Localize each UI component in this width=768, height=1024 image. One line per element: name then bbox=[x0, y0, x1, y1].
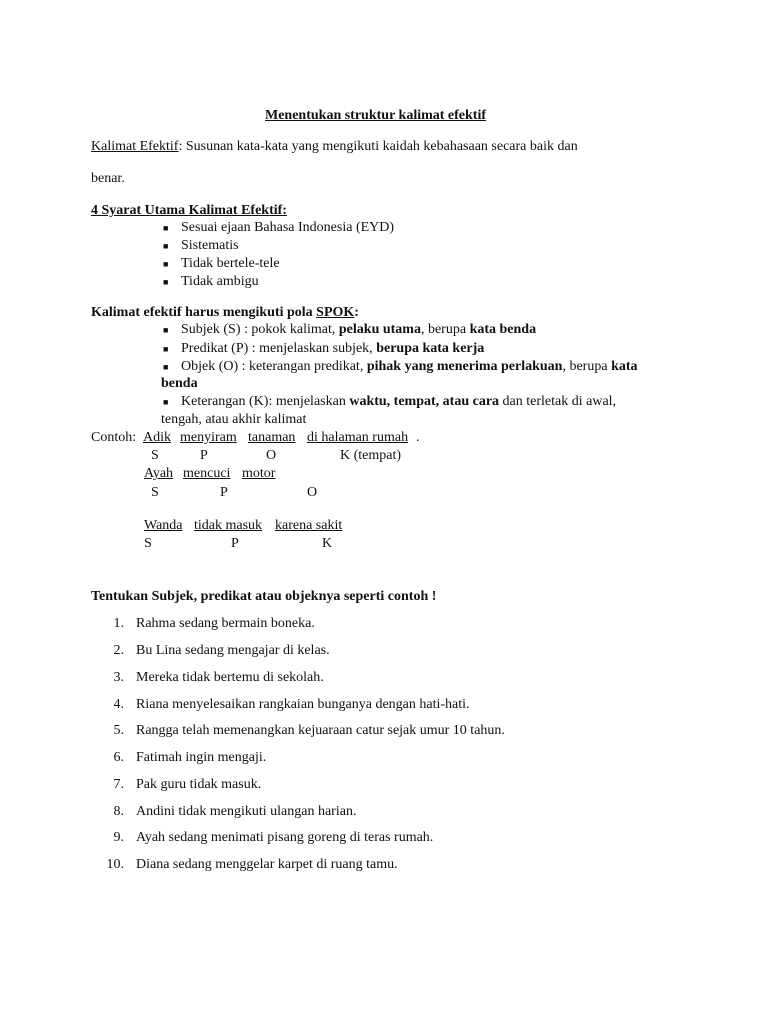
word-predicate: menyiram bbox=[180, 430, 237, 445]
page-title: Menentukan struktur kalimat efektif bbox=[265, 108, 487, 123]
list-item: Bu Lina sedang mengajar di kelas. bbox=[136, 643, 330, 658]
role-subject: S bbox=[151, 448, 159, 463]
item-bold: kata bbox=[611, 359, 638, 374]
bullet-icon: ■ bbox=[163, 241, 169, 251]
definition-text: : Susunan kata-kata yang mengikuti kaidah kebahasaan secara baik dan bbox=[178, 139, 578, 154]
word-adverb: di halaman rumah bbox=[307, 430, 409, 445]
item-number: 7. bbox=[113, 777, 124, 792]
item-bold: pelaku utama bbox=[338, 322, 421, 337]
item-text: Predikat (P) : menjelaskan subjek, bbox=[181, 341, 377, 356]
definition-term: Kalimat Efektif bbox=[91, 139, 179, 154]
item-number: 2. bbox=[113, 643, 124, 658]
list-item: Diana sedang menggelar karpet di ruang tamu. bbox=[136, 857, 398, 872]
item-bold: berupa kata kerja bbox=[376, 341, 485, 356]
item-number: 6. bbox=[113, 750, 124, 765]
word-subject: Wanda bbox=[144, 518, 183, 533]
exercise-heading: Tentukan Subjek, predikat atau objeknya seperti contoh ! bbox=[91, 589, 437, 604]
word-predicate: mencuci bbox=[183, 466, 231, 481]
list-item: Tidak bertele-tele bbox=[181, 256, 280, 271]
item-text: Subjek (S) : pokok kalimat, bbox=[181, 322, 339, 337]
definition-line-1 bbox=[91, 138, 578, 156]
bullet-icon: ■ bbox=[163, 362, 169, 372]
item-number: 9. bbox=[113, 830, 124, 845]
list-item: Mereka tidak bertemu di sekolah. bbox=[136, 670, 324, 685]
list-item bbox=[181, 321, 536, 339]
word-subject: Ayah bbox=[144, 466, 174, 481]
word-predicate: tidak masuk bbox=[194, 518, 263, 533]
bullet-icon: ■ bbox=[163, 223, 169, 233]
role-object: O bbox=[307, 485, 318, 500]
word-object: motor bbox=[242, 466, 276, 481]
list-item bbox=[181, 358, 638, 376]
item-bold: pihak yang menerima perlakuan bbox=[366, 359, 563, 374]
list-item-continuation: benda bbox=[161, 376, 198, 391]
bullet-icon: ■ bbox=[163, 277, 169, 287]
item-text: dan terletak di awal, bbox=[499, 394, 617, 409]
role-object: O bbox=[266, 448, 277, 463]
pola-heading bbox=[91, 304, 359, 322]
list-item: Rangga telah memenangkan kejuaraan catur sejak umur 10 tahun. bbox=[136, 723, 505, 738]
role-subject: S bbox=[144, 536, 152, 551]
item-text: Keterangan (K): menjelaskan bbox=[181, 394, 350, 409]
item-number: 1. bbox=[113, 616, 124, 631]
list-item: Ayah sedang menimati pisang goreng di teras rumah. bbox=[136, 830, 434, 845]
item-text: Objek (O) : keterangan predikat, bbox=[181, 359, 367, 374]
item-number: 4. bbox=[113, 697, 124, 712]
list-item: Fatimah ingin mengaji. bbox=[136, 750, 267, 765]
spok-term: SPOK bbox=[316, 305, 355, 320]
item-text: , berupa bbox=[420, 322, 470, 337]
list-item: Sesuai ejaan Bahasa Indonesia (EYD) bbox=[181, 220, 395, 235]
list-item: Rahma sedang bermain boneka. bbox=[136, 616, 315, 631]
item-number: 3. bbox=[113, 670, 124, 685]
list-item: Riana menyelesaikan rangkaian bunganya dengan hati-hati. bbox=[136, 697, 470, 712]
list-item: Tidak ambigu bbox=[181, 274, 259, 289]
role-subject: S bbox=[151, 485, 159, 500]
sentence-end: . bbox=[416, 430, 420, 445]
list-item-continuation: tengah, atau akhir kalimat bbox=[161, 412, 307, 427]
syarat-heading: 4 Syarat Utama Kalimat Efektif: bbox=[91, 203, 287, 218]
pola-heading-text: Kalimat efektif harus mengikuti pola bbox=[91, 305, 317, 320]
bullet-icon: ■ bbox=[163, 325, 169, 335]
pola-heading-colon: : bbox=[354, 305, 359, 320]
item-number: 10. bbox=[106, 857, 124, 872]
bullet-icon: ■ bbox=[163, 259, 169, 269]
word-object: tanaman bbox=[248, 430, 296, 445]
item-bold: kata benda bbox=[469, 322, 537, 337]
word-adverb: karena sakit bbox=[275, 518, 343, 533]
role-predicate: P bbox=[231, 536, 239, 551]
role-predicate: P bbox=[220, 485, 228, 500]
role-adverb: K bbox=[322, 536, 333, 551]
bullet-icon: ■ bbox=[163, 397, 169, 407]
list-item: Pak guru tidak masuk. bbox=[136, 777, 262, 792]
item-number: 8. bbox=[113, 804, 124, 819]
list-item: Andini tidak mengikuti ulangan harian. bbox=[136, 804, 357, 819]
item-bold: waktu, tempat, atau cara bbox=[349, 394, 500, 409]
list-item bbox=[181, 340, 484, 358]
role-predicate: P bbox=[200, 448, 208, 463]
item-number: 5. bbox=[113, 723, 124, 738]
list-item bbox=[181, 393, 616, 411]
word-subject: Adik bbox=[143, 430, 171, 445]
contoh-label: Contoh: bbox=[91, 430, 137, 445]
item-text: , berupa bbox=[562, 359, 612, 374]
definition-line-2: benar. bbox=[91, 171, 125, 186]
role-adverb: K (tempat) bbox=[340, 448, 402, 463]
bullet-icon: ■ bbox=[163, 344, 169, 354]
list-item: Sistematis bbox=[181, 238, 239, 253]
